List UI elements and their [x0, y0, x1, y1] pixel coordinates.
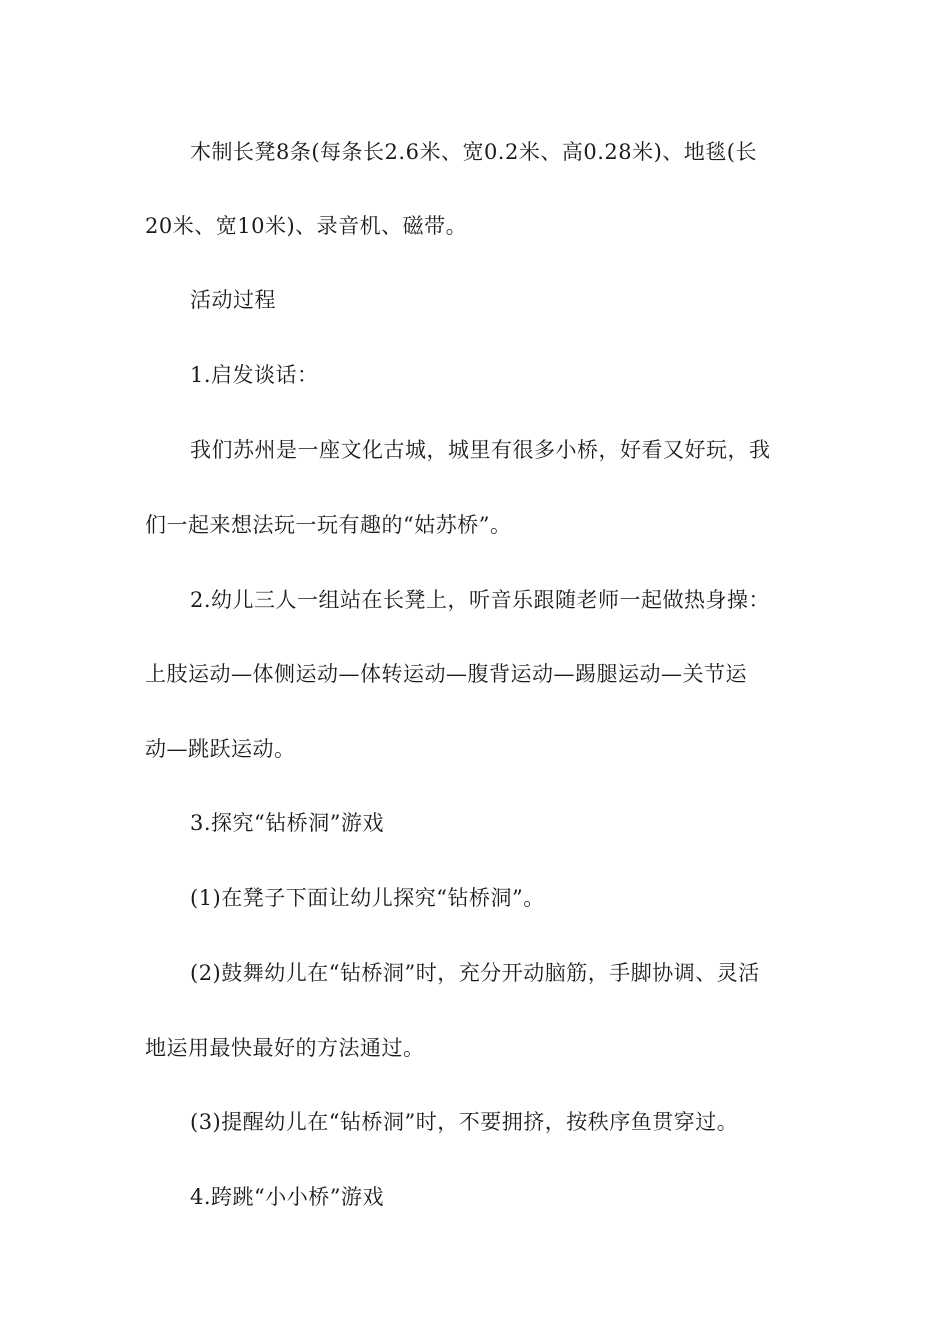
numbered-heading: 3.探究“钻桥洞”游戏 — [190, 811, 385, 835]
paragraph-line: 我们苏州是一座文化古城，城里有很多小桥，好看又好玩，我 — [190, 438, 771, 462]
paragraph-line: 动—跳跃运动。 — [145, 737, 296, 761]
list-item: (3)提醒幼儿在“钻桥洞”时，不要拥挤，按秩序鱼贯穿过。 — [190, 1110, 739, 1134]
paragraph-line: 上肢运动—体侧运动—体转运动—腹背运动—踢腿运动—关节运 — [145, 662, 747, 686]
list-item: (1)在凳子下面让幼儿探究“钻桥洞”。 — [190, 886, 545, 910]
section-heading: 活动过程 — [190, 288, 276, 312]
list-item: (2)鼓舞幼儿在“钻桥洞”时，充分开动脑筋，手脚协调、灵活 — [190, 961, 760, 985]
paragraph-line: 20米、宽10米)、录音机、磁带。 — [145, 214, 468, 238]
numbered-heading: 4.跨跳“小小桥”游戏 — [190, 1185, 385, 1209]
paragraph-line: 木制长凳8条(每条长2.6米、宽0.2米、高0.28米)、地毯(长 — [190, 140, 757, 164]
numbered-heading: 2.幼儿三人一组站在长凳上，听音乐跟随老师一起做热身操： — [190, 588, 771, 612]
paragraph-line: 们一起来想法玩一玩有趣的“姑苏桥”。 — [145, 513, 512, 537]
numbered-heading: 1.启发谈话： — [190, 363, 319, 387]
paragraph-line: 地运用最快最好的方法通过。 — [145, 1036, 425, 1060]
